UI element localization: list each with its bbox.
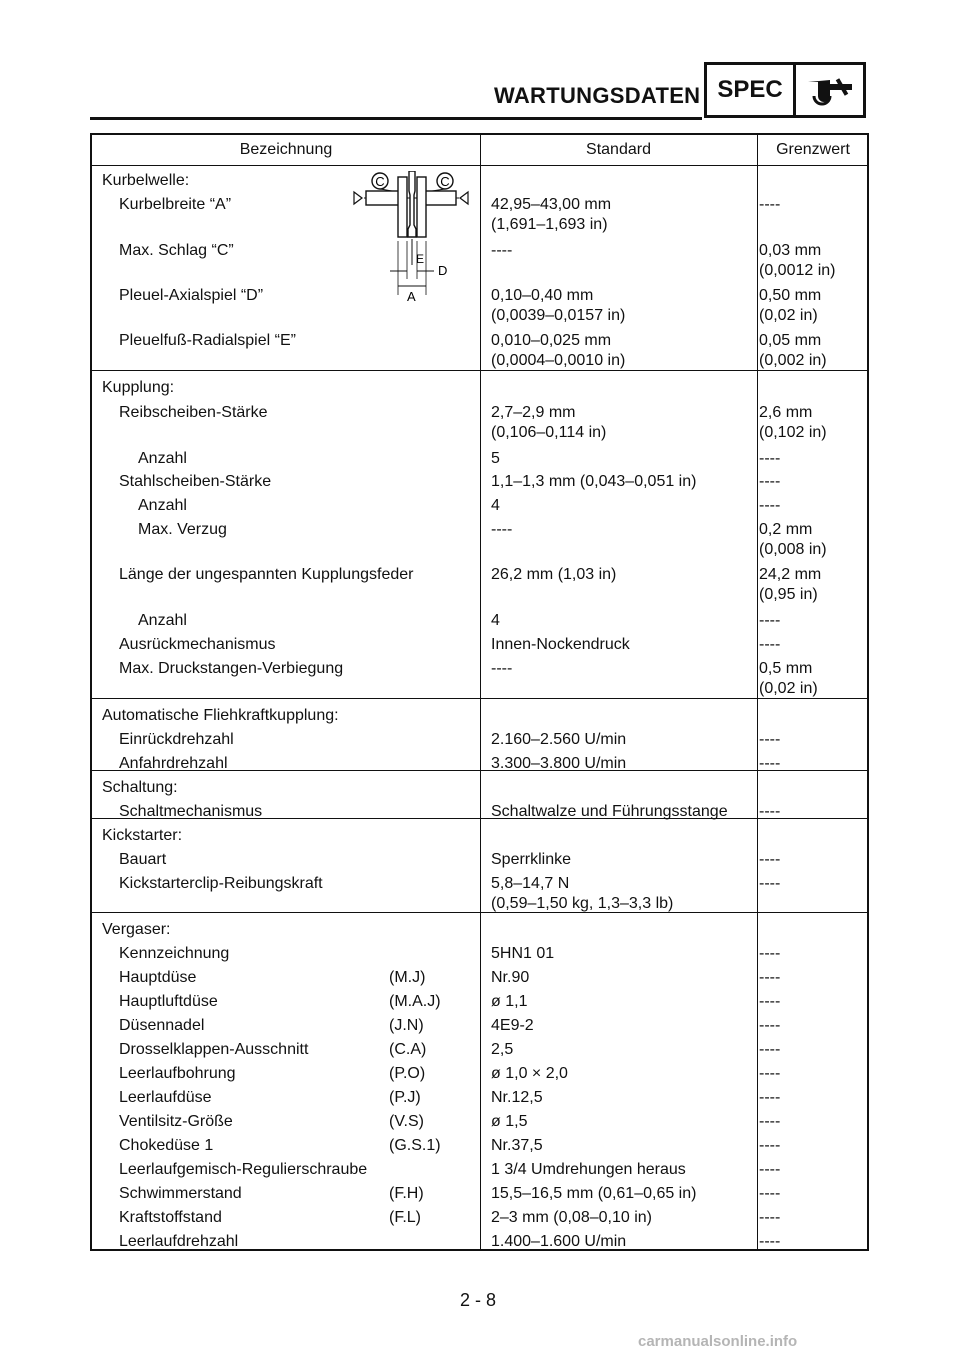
section-divider (92, 698, 867, 699)
diagram-label-a: A (407, 289, 416, 301)
spec-label: Einrückdrehzahl (119, 731, 234, 748)
col-header-grenzwert: Grenzwert (776, 141, 850, 158)
standard-value: 4 (491, 612, 500, 629)
limit-value: ---- (759, 1113, 781, 1130)
standard-value: 4E9-2 (491, 1017, 534, 1034)
limit-value: ---- (759, 497, 781, 514)
spec-label: Bauart (119, 851, 167, 868)
limit-value: ---- (759, 1041, 781, 1058)
diagram-label-e: E (416, 252, 425, 266)
standard-value: 15,5–16,5 mm (0,61–0,65 in) (491, 1185, 697, 1202)
standard-value: Schaltwalze und Führungsstange (491, 803, 728, 820)
section-heading: Automatische Fliehkraftkupplung: (102, 707, 339, 724)
standard-value: 0,010–0,025 mm (0,0004–0,0010 in) (491, 332, 626, 369)
caliper-icon (796, 65, 863, 115)
standard-value: 26,2 mm (1,03 in) (491, 566, 617, 583)
limit-value: ---- (759, 731, 781, 748)
spec-label: Max. Verzug (138, 521, 227, 538)
limit-value: 24,2 mm (0,95 in) (759, 566, 822, 603)
spec-code: (M.A.J) (389, 993, 441, 1010)
spec-label: Drosselklappen-Ausschnitt (119, 1041, 309, 1058)
limit-value: ---- (759, 450, 781, 467)
spec-label: Länge der ungespannten Kupplungsfeder (119, 566, 414, 583)
spec-label: Kraftstoffstand (119, 1209, 222, 1226)
crankshaft-diagram (352, 171, 482, 301)
limit-value: ---- (759, 1017, 781, 1034)
standard-value: Nr.90 (491, 969, 530, 986)
column-divider (757, 135, 758, 1249)
col-header-bezeichnung: Bezeichnung (239, 141, 333, 158)
standard-value: Nr.37,5 (491, 1137, 543, 1154)
limit-value: ---- (759, 1137, 781, 1154)
spec-label: Leerlaufbohrung (119, 1065, 236, 1082)
spec-label: Ausrückmechanismus (119, 636, 276, 653)
limit-value: ---- (759, 473, 781, 490)
standard-value: 5,8–14,7 N (0,59–1,50 kg, 1,3–3,3 lb) (491, 875, 674, 912)
spec-label: Anfahrdrehzahl (119, 755, 228, 772)
limit-value: ---- (759, 196, 781, 213)
spec-code: (M.J) (389, 969, 426, 986)
limit-value: ---- (759, 969, 781, 986)
col-header-standard: Standard (586, 141, 651, 158)
spec-label: Leerlaufdrehzahl (119, 1233, 239, 1250)
standard-value: Sperrklinke (491, 851, 572, 868)
spec-label: Anzahl (138, 450, 187, 467)
standard-value: Innen-Nockendruck (491, 636, 630, 653)
spec-label: Schaltmechanismus (119, 803, 263, 820)
spec-label: Düsennadel (119, 1017, 205, 1034)
standard-value: Nr.12,5 (491, 1089, 543, 1106)
section-divider (92, 912, 867, 913)
standard-value: 0,10–0,40 mm (0,0039–0,0157 in) (491, 287, 626, 324)
section-heading: Vergaser: (102, 921, 171, 938)
standard-value: 4 (491, 497, 500, 514)
limit-value: ---- (759, 1089, 781, 1106)
standard-value: 5 (491, 450, 500, 467)
standard-value: ø 1,5 (491, 1113, 528, 1130)
limit-value: 0,2 mm (0,008 in) (759, 521, 827, 558)
header-rule (90, 117, 702, 120)
spec-code: (F.H) (389, 1185, 424, 1202)
limit-value: ---- (759, 803, 781, 820)
diagram-label-c: C (375, 174, 385, 189)
limit-value: ---- (759, 1065, 781, 1082)
spec-label: Stahlscheiben-Stärke (119, 473, 272, 490)
standard-value: ---- (491, 660, 513, 677)
standard-value: 2.160–2.560 U/min (491, 731, 627, 748)
section-divider (92, 370, 867, 371)
standard-value: 3.300–3.800 U/min (491, 755, 627, 772)
limit-value: ---- (759, 755, 781, 772)
limit-value: 2,6 mm (0,102 in) (759, 404, 827, 441)
standard-value: 42,95–43,00 mm (1,691–1,693 in) (491, 196, 612, 233)
standard-value: 1 3/4 Umdrehungen heraus (491, 1161, 686, 1178)
page-number: 2 - 8 (460, 1290, 497, 1310)
limit-value: 0,5 mm (0,02 in) (759, 660, 818, 697)
spec-label: Reibscheiben-Stärke (119, 404, 268, 421)
limit-value: ---- (759, 1185, 781, 1202)
diagram-label-c: C (440, 174, 450, 189)
page-title: WARTUNGSDATEN (494, 83, 701, 108)
spec-label: Ventilsitz-Größe (119, 1113, 233, 1130)
spec-code: (F.L) (389, 1209, 421, 1226)
section-heading: Schaltung: (102, 779, 178, 796)
standard-value: 5HN1 01 (491, 945, 555, 962)
spec-label: Max. Druckstangen-Verbiegung (119, 660, 344, 677)
spec-table (90, 133, 869, 1251)
limit-value: ---- (759, 851, 781, 868)
limit-value: ---- (759, 612, 781, 629)
spec-badge (704, 62, 866, 118)
spec-label: Anzahl (138, 612, 187, 629)
standard-value: ø 1,1 (491, 993, 528, 1010)
standard-value: 2,7–2,9 mm (0,106–0,114 in) (491, 404, 607, 441)
spec-label: Chokedüse 1 (119, 1137, 214, 1154)
standard-value: ---- (491, 242, 513, 259)
limit-value: 0,50 mm (0,02 in) (759, 287, 822, 324)
spec-label: Pleuelfuß-Radialspiel “E” (119, 332, 296, 349)
limit-value: ---- (759, 945, 781, 962)
standard-value: 2,5 (491, 1041, 514, 1058)
watermark: carmanualsonline.info (638, 1333, 798, 1350)
limit-value: ---- (759, 1161, 781, 1178)
spec-code: (V.S) (389, 1113, 424, 1130)
spec-code: (C.A) (389, 1041, 427, 1058)
limit-value: ---- (759, 993, 781, 1010)
standard-value: ---- (491, 521, 513, 538)
diagram-label-d: D (438, 263, 448, 278)
limit-value: 0,05 mm (0,002 in) (759, 332, 827, 369)
spec-label: Kickstarterclip-Reibungskraft (119, 875, 323, 892)
spec-label: Kennzeichnung (119, 945, 230, 962)
limit-value: ---- (759, 875, 781, 892)
spec-code: (G.S.1) (389, 1137, 441, 1154)
section-heading: Kickstarter: (102, 827, 183, 844)
standard-value: 1.400–1.600 U/min (491, 1233, 627, 1250)
spec-label: Schwimmerstand (119, 1185, 242, 1202)
spec-label: Max. Schlag “C” (119, 242, 234, 259)
column-divider (480, 135, 481, 1249)
limit-value: ---- (759, 636, 781, 653)
spec-label: Leerlaufgemisch-Regulierschraube (119, 1161, 368, 1178)
spec-code: (P.O) (389, 1065, 426, 1082)
spec-label: Pleuel-Axialspiel “D” (119, 287, 264, 304)
limit-value: ---- (759, 1233, 781, 1250)
spec-label: Leerlaufdüse (119, 1089, 212, 1106)
standard-value: 2–3 mm (0,08–0,10 in) (491, 1209, 652, 1226)
spec-code: (J.N) (389, 1017, 424, 1034)
spec-label: Anzahl (138, 497, 187, 514)
standard-value: 1,1–1,3 mm (0,043–0,051 in) (491, 473, 697, 490)
spec-label: SPEC (707, 65, 796, 115)
spec-label: Hauptluftdüse (119, 993, 218, 1010)
spec-label: Kurbelbreite “A” (119, 196, 232, 213)
spec-label: Hauptdüse (119, 969, 197, 986)
standard-value: ø 1,0 × 2,0 (491, 1065, 568, 1082)
limit-value: 0,03 mm (0,0012 in) (759, 242, 836, 279)
limit-value: ---- (759, 1209, 781, 1226)
section-heading: Kupplung: (102, 379, 175, 396)
spec-code: (P.J) (389, 1089, 421, 1106)
section-heading: Kurbelwelle: (102, 172, 190, 189)
